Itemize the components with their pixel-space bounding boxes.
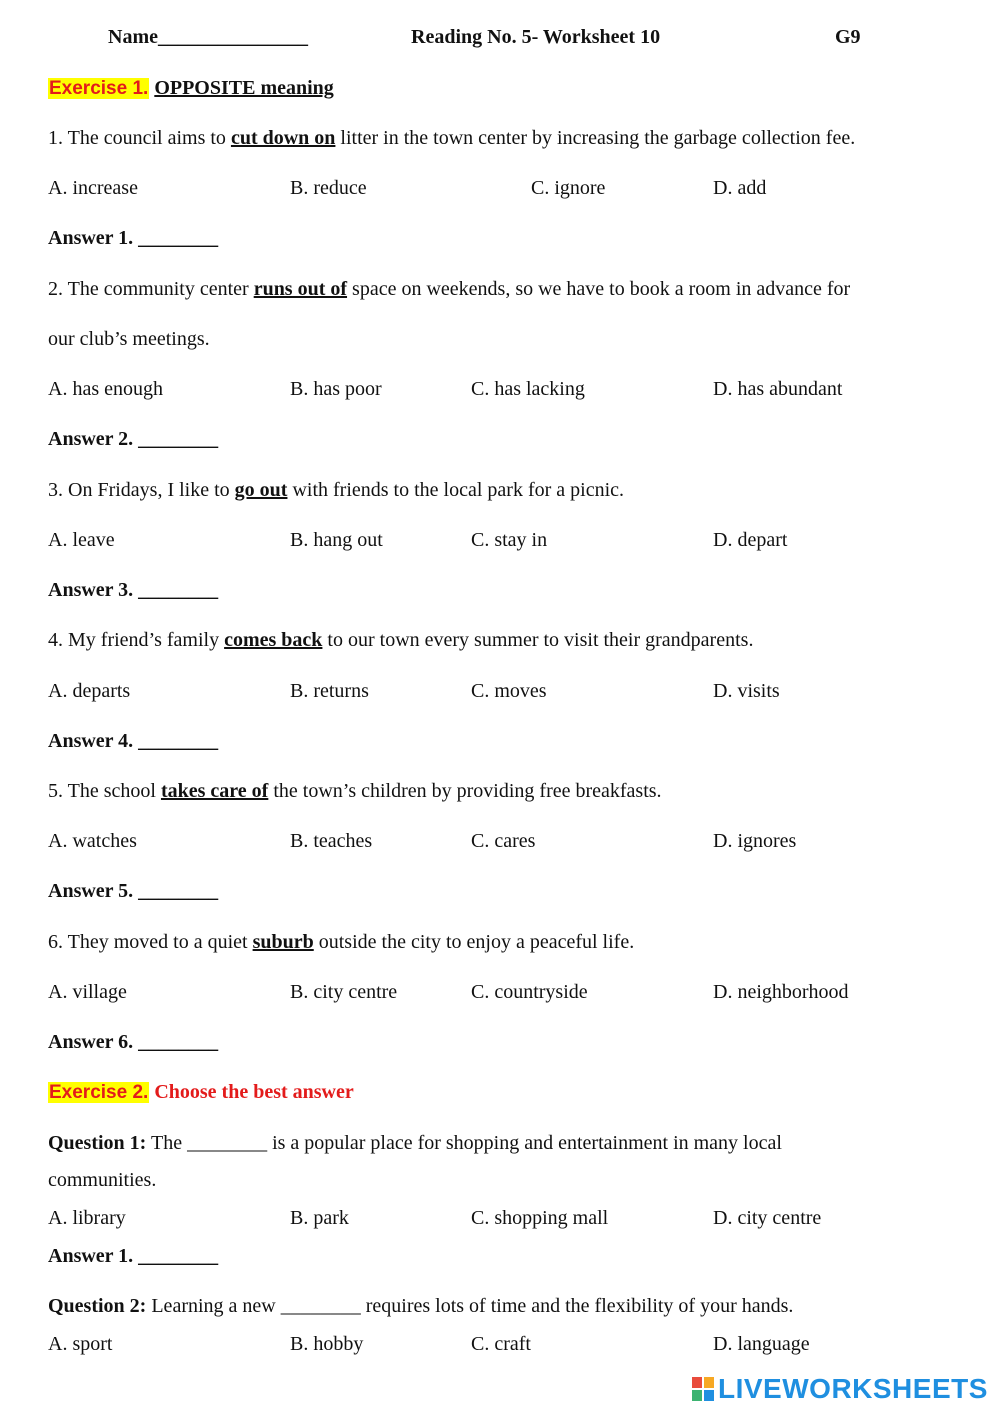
- name-field-label: Name_______________: [108, 26, 308, 48]
- liveworksheets-icon: [692, 1377, 714, 1401]
- option-b: B. reduce: [290, 177, 367, 199]
- option-d: D. has abundant: [713, 378, 843, 400]
- answer-blank[interactable]: Answer 4. ________: [48, 730, 219, 752]
- option-b: B. hang out: [290, 529, 383, 551]
- ex1-question-1: 1. The council aims to cut down on litter in the town center by increasing the garbage collection fee.: [48, 127, 856, 149]
- option-a: A. departs: [48, 680, 131, 702]
- option-b: B. has poor: [290, 378, 382, 400]
- option-c: C. countryside: [471, 981, 588, 1003]
- option-c: C. has lacking: [471, 378, 585, 400]
- option-c: C. ignore: [531, 177, 606, 199]
- ex1-question-2: 2. The community center runs out of space on weekends, so we have to book a room in advance for: [48, 278, 851, 300]
- answer-blank[interactable]: Answer 6. ________: [48, 1031, 219, 1053]
- keyword: comes back: [224, 629, 323, 651]
- option-d: D. language: [713, 1333, 810, 1355]
- option-d: D. visits: [713, 680, 780, 702]
- option-c: C. craft: [471, 1333, 531, 1355]
- answer-blank[interactable]: Answer 3. ________: [48, 579, 219, 601]
- answer-blank[interactable]: Answer 1. ________: [48, 227, 219, 249]
- option-a: A. leave: [48, 529, 115, 551]
- ex1-question-5: 5. The school takes care of the town’s children by providing free breakfasts.: [48, 780, 662, 802]
- ex2-question-1-cont: communities.: [48, 1169, 157, 1191]
- option-d: D. city centre: [713, 1207, 822, 1229]
- option-b: B. hobby: [290, 1333, 364, 1355]
- ex1-question-6: 6. They moved to a quiet suburb outside the city to enjoy a peaceful life.: [48, 931, 635, 953]
- option-d: D. depart: [713, 529, 788, 551]
- option-c: C. cares: [471, 830, 536, 852]
- option-a: A. watches: [48, 830, 137, 852]
- exercise1-heading: [48, 76, 334, 101]
- option-b: B. park: [290, 1207, 349, 1229]
- option-a: A. village: [48, 981, 127, 1003]
- ex2-question-2: Question 2: Learning a new ________ requires lots of time and the flexibility of your hands.: [48, 1295, 794, 1317]
- logo-text: LIVEWORKSHEETS: [718, 1373, 988, 1404]
- option-b: B. teaches: [290, 830, 373, 852]
- ex2-question-1: Question 1: The ________ is a popular place for shopping and entertainment in many local: [48, 1132, 782, 1154]
- option-c: C. moves: [471, 680, 547, 702]
- exercise2-heading: [48, 1080, 354, 1105]
- option-c: C. stay in: [471, 529, 548, 551]
- option-b: B. city centre: [290, 981, 398, 1003]
- keyword: runs out of: [253, 278, 348, 300]
- exercise2-title: Choose the best answer: [154, 1081, 354, 1103]
- option-a: A. has enough: [48, 378, 163, 400]
- option-a: A. sport: [48, 1333, 113, 1355]
- exercise1-label: Exercise 1.: [49, 78, 149, 99]
- exercise1-title: OPPOSITE meaning: [154, 77, 334, 99]
- option-d: D. ignores: [713, 830, 797, 852]
- keyword: suburb: [252, 931, 314, 953]
- option-a: A. library: [48, 1207, 126, 1229]
- keyword: takes care of: [160, 780, 269, 802]
- option-c: C. shopping mall: [471, 1207, 609, 1229]
- exercise2-label: Exercise 2.: [49, 1082, 149, 1103]
- liveworksheets-logo: [692, 1374, 988, 1404]
- answer-blank[interactable]: Answer 5. ________: [48, 880, 219, 902]
- keyword: go out: [234, 479, 288, 501]
- keyword: cut down on: [230, 127, 336, 149]
- answer-blank[interactable]: Answer 1. ________: [48, 1245, 219, 1267]
- answer-blank[interactable]: Answer 2. ________: [48, 428, 219, 450]
- ex1-question-2-cont: our club’s meetings.: [48, 328, 210, 350]
- grade-label: G9: [835, 26, 861, 48]
- worksheet-title: Reading No. 5- Worksheet 10: [411, 26, 661, 48]
- option-d: D. add: [713, 177, 767, 199]
- option-a: A. increase: [48, 177, 138, 199]
- ex1-question-4: 4. My friend’s family comes back to our town every summer to visit their grandparents.: [48, 629, 754, 651]
- option-d: D. neighborhood: [713, 981, 849, 1003]
- option-b: B. returns: [290, 680, 369, 702]
- ex1-question-3: 3. On Fridays, I like to go out with friends to the local park for a picnic.: [48, 479, 625, 501]
